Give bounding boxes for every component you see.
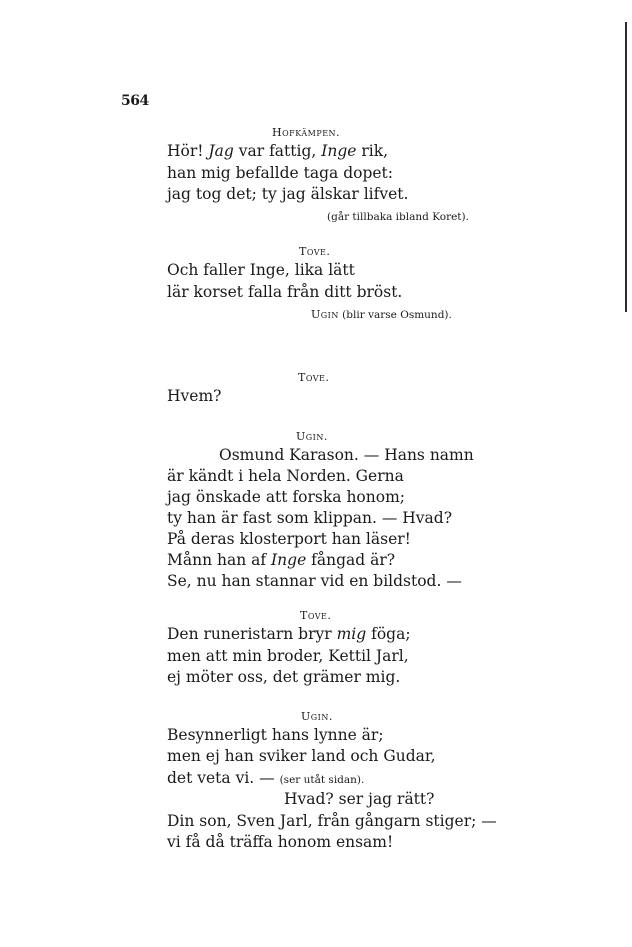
verse-line xyxy=(219,448,474,464)
text-segment: det veta vi. — xyxy=(167,769,280,787)
verse-line xyxy=(167,144,388,160)
verse-line xyxy=(167,263,355,279)
text-segment: Osmund Karason. — Hans namn xyxy=(219,446,474,464)
verse-line xyxy=(167,187,408,203)
speaker-heading: Tove. xyxy=(299,245,331,258)
italic-text: Inge xyxy=(271,551,307,569)
verse-line xyxy=(167,574,462,590)
text-segment: lär korset falla från ditt bröst. xyxy=(167,283,403,301)
verse-line xyxy=(167,728,384,744)
speaker-heading: Tove. xyxy=(298,371,330,384)
italic-text: Inge xyxy=(321,142,357,160)
text-segment: Och faller Inge, lika lätt xyxy=(167,261,355,279)
inline-speaker: Ugin xyxy=(311,308,339,321)
text-segment: rik, xyxy=(356,142,389,160)
text-segment: vi få då träffa honom ensam! xyxy=(167,833,394,851)
page-number: 564 xyxy=(121,93,149,109)
text-segment: Se, nu han stannar vid en bildstod. — xyxy=(167,572,462,590)
italic-text: Jag xyxy=(208,142,234,160)
speaker-heading: Ugin. xyxy=(301,710,333,723)
text-segment: Hör! xyxy=(167,142,209,160)
text-segment: jag tog det; ty jag älskar lifvet. xyxy=(167,185,409,203)
text-segment: På deras klosterport han läser! xyxy=(167,530,411,548)
verse-line xyxy=(167,285,402,301)
verse-line xyxy=(167,670,400,686)
text-segment: ty han är fast som klippan. — Hvad? xyxy=(167,509,453,527)
text-segment: ej möter oss, det grämer mig. xyxy=(167,668,401,686)
stage-direction: (ser utåt sidan). xyxy=(279,774,365,786)
verse-line xyxy=(167,814,497,830)
text-segment: men att min broder, Kettil Jarl, xyxy=(167,647,409,665)
verse-line xyxy=(167,166,393,182)
verse-line xyxy=(167,511,452,527)
verse-line xyxy=(167,469,404,485)
verse-line xyxy=(167,627,411,643)
text-segment: men ej han sviker land och Gudar, xyxy=(167,747,436,765)
speaker-heading: Hofkämpen. xyxy=(272,126,341,139)
italic-text: mig xyxy=(336,625,367,643)
text-segment: Den runeristarn bryr xyxy=(167,625,337,643)
inline-stage-direction xyxy=(311,308,452,321)
text-segment: föga; xyxy=(366,625,411,643)
verse-line xyxy=(167,649,409,665)
verse-line xyxy=(284,792,434,808)
text-segment: fångad är? xyxy=(306,551,396,569)
text-segment: Hvem? xyxy=(167,387,222,405)
stage-direction: (blir varse Osmund). xyxy=(342,309,452,321)
speaker-heading: Tove. xyxy=(300,609,332,622)
verse-line xyxy=(167,553,395,569)
verse-line xyxy=(167,532,411,548)
page-edge-line xyxy=(625,22,627,312)
verse-line xyxy=(167,835,393,851)
verse-line xyxy=(167,389,221,405)
text-segment: Månn han af xyxy=(167,551,272,569)
verse-line xyxy=(167,490,405,506)
text-segment: han mig befallde taga dopet: xyxy=(167,164,394,182)
text-segment: är kändt i hela Norden. Gerna xyxy=(167,467,404,485)
text-segment: jag önskade att forska honom; xyxy=(167,488,405,506)
text-segment: Din son, Sven Jarl, från gångarn stiger; — xyxy=(167,812,497,830)
text-segment: Hvad? ser jag rätt? xyxy=(284,790,435,808)
speaker-heading: Ugin. xyxy=(296,430,328,443)
text-segment: Besynnerligt hans lynne är; xyxy=(167,726,384,744)
verse-line xyxy=(167,749,436,765)
stage-direction: (går tillbaka ibland Koret). xyxy=(327,211,469,223)
text-segment: var fattig, xyxy=(233,142,322,160)
verse-line xyxy=(167,771,364,787)
